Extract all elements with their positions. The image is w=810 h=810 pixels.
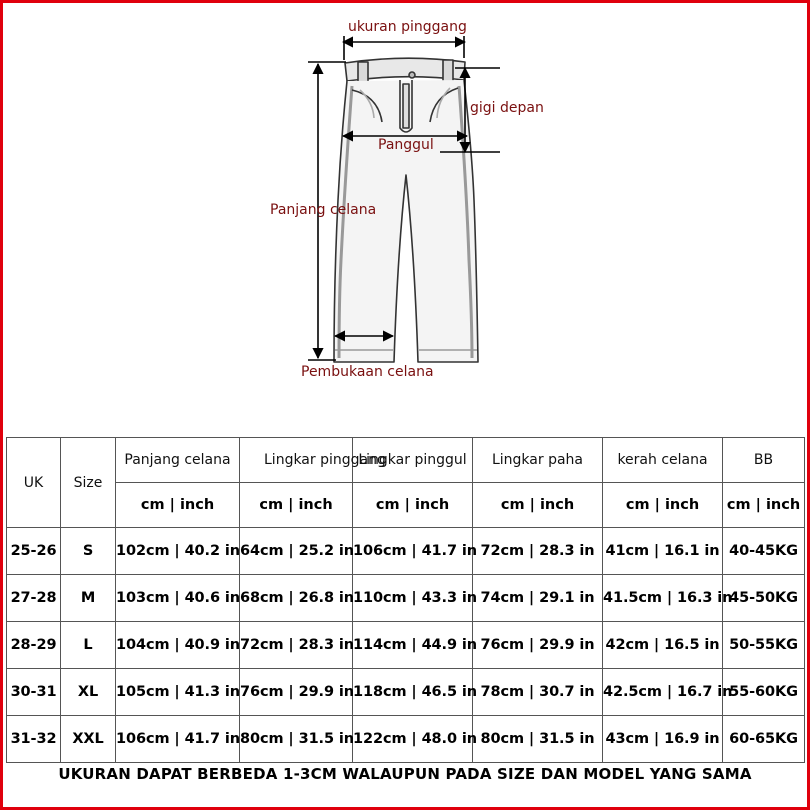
table-row	[7, 575, 805, 622]
pinggul-cell: 110cm | 43.3 in	[353, 575, 473, 622]
waist-label: ukuran pinggang	[348, 19, 467, 35]
kerah-cell: 41.5cm | 16.3 in	[603, 575, 723, 622]
table-row	[7, 622, 805, 669]
kerah-cell: 43cm | 16.9 in	[603, 716, 723, 763]
uk-cell: 25-26	[7, 528, 61, 575]
paha-cell: 78cm | 30.7 in	[473, 669, 603, 716]
header-bb: BB	[723, 438, 805, 483]
uk-cell: 31-32	[7, 716, 61, 763]
panjang-cell: 106cm | 41.7 in	[116, 716, 240, 763]
pinggang-cell: 76cm | 29.9 in	[240, 669, 353, 716]
bb-cell: 55-60KG	[723, 669, 805, 716]
length-label: Panjang celana	[270, 202, 377, 218]
paha-cell: 80cm | 31.5 in	[473, 716, 603, 763]
unit-cell: cm | inch	[116, 483, 240, 528]
table-unit-row	[7, 483, 805, 528]
header-kerah-celana: kerah celana	[603, 438, 723, 483]
panjang-cell: 105cm | 41.3 in	[116, 669, 240, 716]
kerah-cell: 42cm | 16.5 in	[603, 622, 723, 669]
panjang-cell: 103cm | 40.6 in	[116, 575, 240, 622]
uk-cell: 28-29	[7, 622, 61, 669]
header-lingkar-pinggang: Lingkar pinggang	[240, 438, 353, 483]
hip-label: Panggul	[378, 137, 434, 153]
paha-cell: 72cm | 28.3 in	[473, 528, 603, 575]
uk-cell: 30-31	[7, 669, 61, 716]
unit-cell: cm | inch	[353, 483, 473, 528]
header-lingkar-pinggul: Lingkar pinggul	[353, 438, 473, 483]
bb-cell: 40-45KG	[723, 528, 805, 575]
kerah-cell: 41cm | 16.1 in	[603, 528, 723, 575]
pinggul-cell: 106cm | 41.7 in	[353, 528, 473, 575]
unit-cell: cm | inch	[473, 483, 603, 528]
header-size: Size	[61, 438, 116, 528]
size-cell: S	[61, 528, 116, 575]
panjang-cell: 104cm | 40.9 in	[116, 622, 240, 669]
header-panjang-celana: Panjang celana	[116, 438, 240, 483]
pinggul-cell: 118cm | 46.5 in	[353, 669, 473, 716]
table-row	[7, 528, 805, 575]
pinggang-cell: 72cm | 28.3 in	[240, 622, 353, 669]
table-header-row	[7, 438, 805, 483]
table-row	[7, 669, 805, 716]
paha-cell: 76cm | 29.9 in	[473, 622, 603, 669]
size-cell: L	[61, 622, 116, 669]
front-rise-label: gigi depan	[470, 100, 544, 116]
table-row	[7, 716, 805, 763]
size-chart-table	[6, 437, 805, 763]
size-cell: XL	[61, 669, 116, 716]
size-cell: M	[61, 575, 116, 622]
paha-cell: 74cm | 29.1 in	[473, 575, 603, 622]
bb-cell: 60-65KG	[723, 716, 805, 763]
pinggang-cell: 68cm | 26.8 in	[240, 575, 353, 622]
unit-cell: cm | inch	[723, 483, 805, 528]
unit-cell: cm | inch	[240, 483, 353, 528]
pinggul-cell: 114cm | 44.9 in	[353, 622, 473, 669]
uk-cell: 27-28	[7, 575, 61, 622]
bb-cell: 45-50KG	[723, 575, 805, 622]
bb-cell: 50-55KG	[723, 622, 805, 669]
pinggang-cell: 80cm | 31.5 in	[240, 716, 353, 763]
kerah-cell: 42.5cm | 16.7 in	[603, 669, 723, 716]
leg-opening-label: Pembukaan celana	[301, 364, 434, 380]
pinggang-cell: 64cm | 25.2 in	[240, 528, 353, 575]
unit-cell: cm | inch	[603, 483, 723, 528]
header-uk: UK	[7, 438, 61, 528]
footer-note: UKURAN DAPAT BERBEDA 1-3CM WALAUPUN PADA SIZE DAN MODEL YANG SAMA	[58, 765, 752, 783]
panjang-cell: 102cm | 40.2 in	[116, 528, 240, 575]
size-cell: XXL	[61, 716, 116, 763]
header-lingkar-paha: Lingkar paha	[473, 438, 603, 483]
pinggul-cell: 122cm | 48.0 in	[353, 716, 473, 763]
